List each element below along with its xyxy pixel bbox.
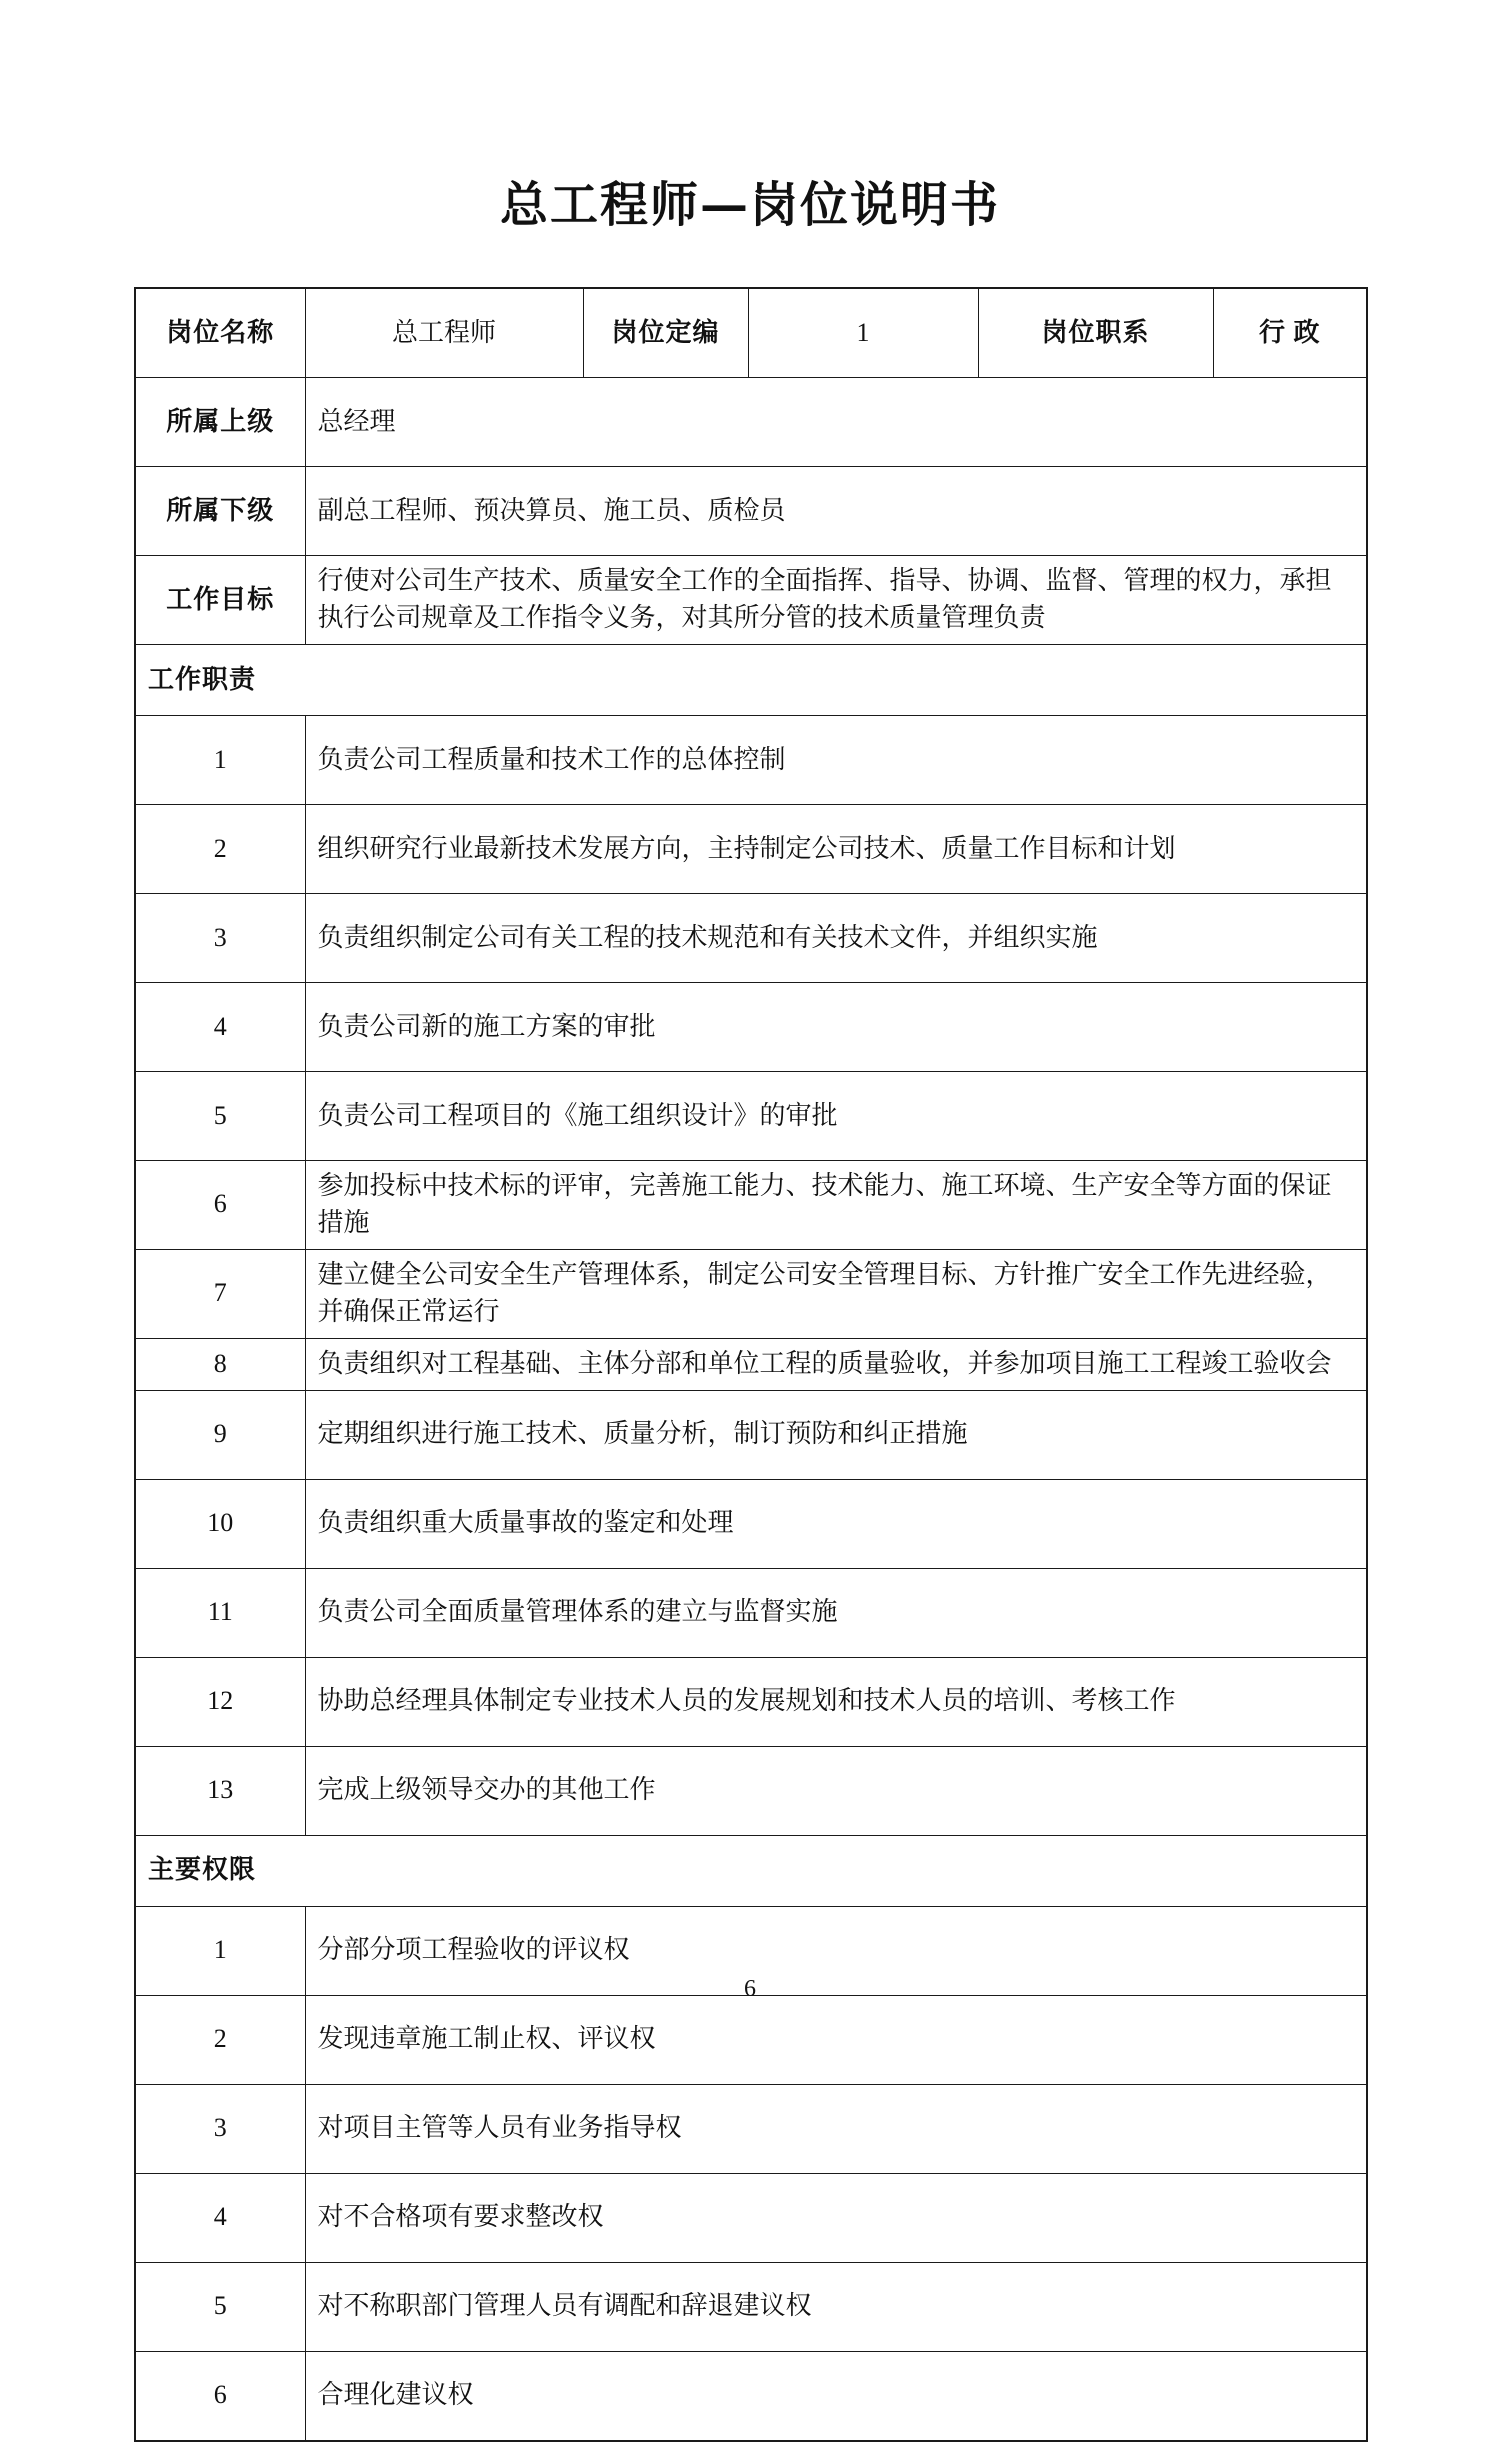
duty-text: 负责组织制定公司有关工程的技术规范和有关技术文件，并组织实施 xyxy=(305,894,1367,983)
duty-text: 定期组织进行施工技术、质量分析，制订预防和纠正措施 xyxy=(305,1390,1367,1479)
duty-text: 参加投标中技术标的评审，完善施工能力、技术能力、施工环境、生产安全等方面的保证措施 xyxy=(305,1161,1367,1250)
table-row-duty xyxy=(135,1657,1367,1746)
position-name-label: 岗位名称 xyxy=(135,288,305,378)
authorities-section-title: 主要权限 xyxy=(135,1835,1367,1906)
authority-number: 4 xyxy=(135,2173,305,2262)
duty-number: 9 xyxy=(135,1390,305,1479)
duty-text: 负责组织重大质量事故的鉴定和处理 xyxy=(305,1479,1367,1568)
headcount-value: 1 xyxy=(748,288,978,378)
authority-number: 5 xyxy=(135,2262,305,2351)
subordinates-label: 所属下级 xyxy=(135,467,305,556)
table-row-authority xyxy=(135,2351,1367,2441)
duty-number: 4 xyxy=(135,983,305,1072)
table-row-duty xyxy=(135,1072,1367,1161)
duty-text: 负责公司工程项目的《施工组织设计》的审批 xyxy=(305,1072,1367,1161)
table-row-duty xyxy=(135,1568,1367,1657)
job-description-table-wrapper xyxy=(134,287,1366,2441)
authority-text: 分部分项工程验收的评议权 xyxy=(305,1906,1367,1995)
duty-text: 负责公司工程质量和技术工作的总体控制 xyxy=(305,716,1367,805)
authority-number: 2 xyxy=(135,1995,305,2084)
table-row-duty xyxy=(135,1390,1367,1479)
table-row-authority xyxy=(135,1995,1367,2084)
table-row-duty xyxy=(135,983,1367,1072)
authority-text: 对项目主管等人员有业务指导权 xyxy=(305,2084,1367,2173)
duty-number: 12 xyxy=(135,1657,305,1746)
table-row-authority xyxy=(135,2084,1367,2173)
authority-text: 合理化建议权 xyxy=(305,2351,1367,2441)
job-family-label: 岗位职系 xyxy=(978,288,1213,378)
objective-value: 行使对公司生产技术、质量安全工作的全面指挥、指导、协调、监督、管理的权力，承担执行公司规章及工作指令义务，对其所分管的技术质量管理负责 xyxy=(305,556,1367,645)
superior-value: 总经理 xyxy=(305,378,1367,467)
table-row-subordinates xyxy=(135,467,1367,556)
table-row-duty xyxy=(135,1338,1367,1390)
duty-number: 8 xyxy=(135,1338,305,1390)
table-row-duty xyxy=(135,1249,1367,1338)
section-header-authorities xyxy=(135,1835,1367,1906)
duty-text: 协助总经理具体制定专业技术人员的发展规划和技术人员的培训、考核工作 xyxy=(305,1657,1367,1746)
job-family-value: 行 政 xyxy=(1213,288,1367,378)
table-row-authority xyxy=(135,2262,1367,2351)
duty-number: 6 xyxy=(135,1161,305,1250)
table-row-duty xyxy=(135,1479,1367,1568)
duty-text: 完成上级领导交办的其他工作 xyxy=(305,1746,1367,1835)
page-title: 总工程师—岗位说明书 xyxy=(499,177,1000,233)
duty-text: 负责公司全面质量管理体系的建立与监督实施 xyxy=(305,1568,1367,1657)
headcount-label: 岗位定编 xyxy=(583,288,748,378)
objective-label: 工作目标 xyxy=(135,556,305,645)
duty-number: 3 xyxy=(135,894,305,983)
authority-number: 1 xyxy=(135,1906,305,1995)
position-name-value: 总工程师 xyxy=(305,288,583,378)
authority-text: 对不合格项有要求整改权 xyxy=(305,2173,1367,2262)
table-row-duty xyxy=(135,805,1367,894)
table-row-duty xyxy=(135,716,1367,805)
authority-text: 发现违章施工制止权、评议权 xyxy=(305,1995,1367,2084)
table-row-authority xyxy=(135,2173,1367,2262)
table-row-objective xyxy=(135,556,1367,645)
duty-number: 11 xyxy=(135,1568,305,1657)
duty-text: 负责组织对工程基础、主体分部和单位工程的质量验收，并参加项目施工工程竣工验收会 xyxy=(305,1338,1367,1390)
table-row-position-header xyxy=(135,288,1367,378)
subordinates-value: 副总工程师、预决算员、施工员、质检员 xyxy=(305,467,1367,556)
duty-number: 10 xyxy=(135,1479,305,1568)
authority-number: 3 xyxy=(135,2084,305,2173)
table-row-duty xyxy=(135,894,1367,983)
duty-number: 2 xyxy=(135,805,305,894)
section-header-duties xyxy=(135,645,1367,716)
duty-text: 负责公司新的施工方案的审批 xyxy=(305,983,1367,1072)
table-row-duty xyxy=(135,1161,1367,1250)
duty-number: 7 xyxy=(135,1249,305,1338)
duty-number: 1 xyxy=(135,716,305,805)
duty-text: 组织研究行业最新技术发展方向，主持制定公司技术、质量工作目标和计划 xyxy=(305,805,1367,894)
table-row-superior xyxy=(135,378,1367,467)
duty-number: 5 xyxy=(135,1072,305,1161)
duty-text: 建立健全公司安全生产管理体系，制定公司安全管理目标、方针推广安全工作先进经验，并确保正常运行 xyxy=(305,1249,1367,1338)
superior-label: 所属上级 xyxy=(135,378,305,467)
job-description-table xyxy=(134,287,1368,2441)
duties-section-title: 工作职责 xyxy=(135,645,1367,716)
authority-number: 6 xyxy=(135,2351,305,2441)
duty-number: 13 xyxy=(135,1746,305,1835)
authority-text: 对不称职部门管理人员有调配和辞退建议权 xyxy=(305,2262,1367,2351)
table-body xyxy=(135,288,1367,2440)
page-number: 6 xyxy=(744,1976,756,2002)
table-row-duty xyxy=(135,1746,1367,1835)
